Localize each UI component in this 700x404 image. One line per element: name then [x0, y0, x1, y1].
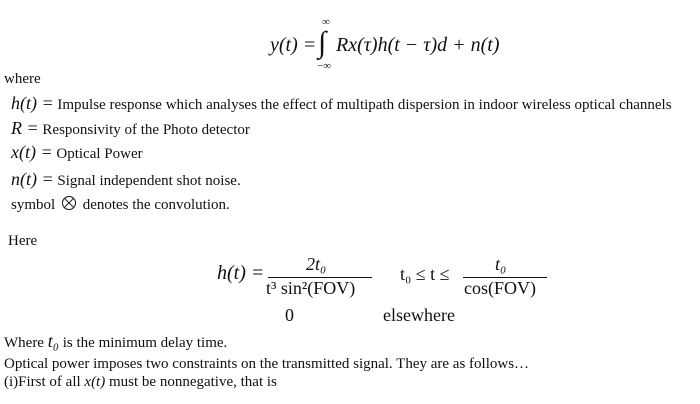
integral-sign: ∫ [318, 26, 327, 59]
where-label: where [4, 71, 41, 87]
definition-symbol: n(t) = [11, 169, 54, 189]
minimum-delay-after: is the minimum delay time. [62, 335, 228, 351]
definition-text: Responsivity of the Photo detector [42, 122, 250, 138]
convolution-note-before: symbol [11, 197, 56, 213]
here-label: Here [8, 233, 38, 249]
integral-upper-limit: ∞ [322, 16, 330, 28]
fraction-denominator: t³ sin²(FOV) [266, 278, 356, 298]
equation-integrand: Rx(τ)h(t − τ)d + n(t) [336, 34, 500, 56]
minimum-delay-symbol: t₀ [47, 331, 59, 351]
nonnegative-before: (i)First of all [4, 374, 81, 390]
condition-left: t₀ ≤ t ≤ [400, 264, 450, 284]
piecewise-zero: 0 [285, 305, 294, 325]
integral-lower-limit: −∞ [317, 60, 332, 72]
otimes-icon [62, 196, 76, 210]
definition-shot-noise [11, 169, 241, 190]
condition-numerator: t₀ [495, 254, 507, 274]
equation-lhs: y(t) = [270, 34, 317, 56]
nonnegative-after: must be nonnegative, that is [108, 374, 277, 390]
definition-impulse-response [11, 93, 672, 114]
definition-responsivity [11, 118, 250, 139]
main-equation [270, 16, 530, 72]
piecewise-equation [0, 250, 700, 330]
fraction-numerator: 2t₀ [306, 254, 327, 274]
condition-denominator: cos(FOV) [464, 278, 536, 298]
convolution-note [11, 196, 230, 214]
piecewise-lhs: h(t) = [217, 262, 265, 284]
definition-symbol: R = [11, 118, 39, 138]
definition-symbol: x(t) = [11, 142, 53, 162]
minimum-delay-line [4, 331, 227, 352]
constraints-line: Optical power imposes two constraints on the transmitted signal. They are as follows… [4, 356, 530, 372]
definition-text: Signal independent shot noise. [57, 173, 241, 189]
definition-text: Optical Power [56, 146, 143, 162]
piecewise-elsewhere: elsewhere [383, 305, 455, 325]
nonnegative-symbol: x(t) [84, 374, 106, 390]
convolution-note-after: denotes the convolution. [82, 197, 230, 213]
definition-optical-power [11, 142, 143, 163]
definition-symbol: h(t) = [11, 93, 54, 113]
definition-text: Impulse response which analyses the effect of multipath dispersion in indoor wireless optical channels [57, 97, 672, 113]
minimum-delay-before: Where [4, 335, 44, 351]
nonnegative-line [4, 374, 277, 391]
